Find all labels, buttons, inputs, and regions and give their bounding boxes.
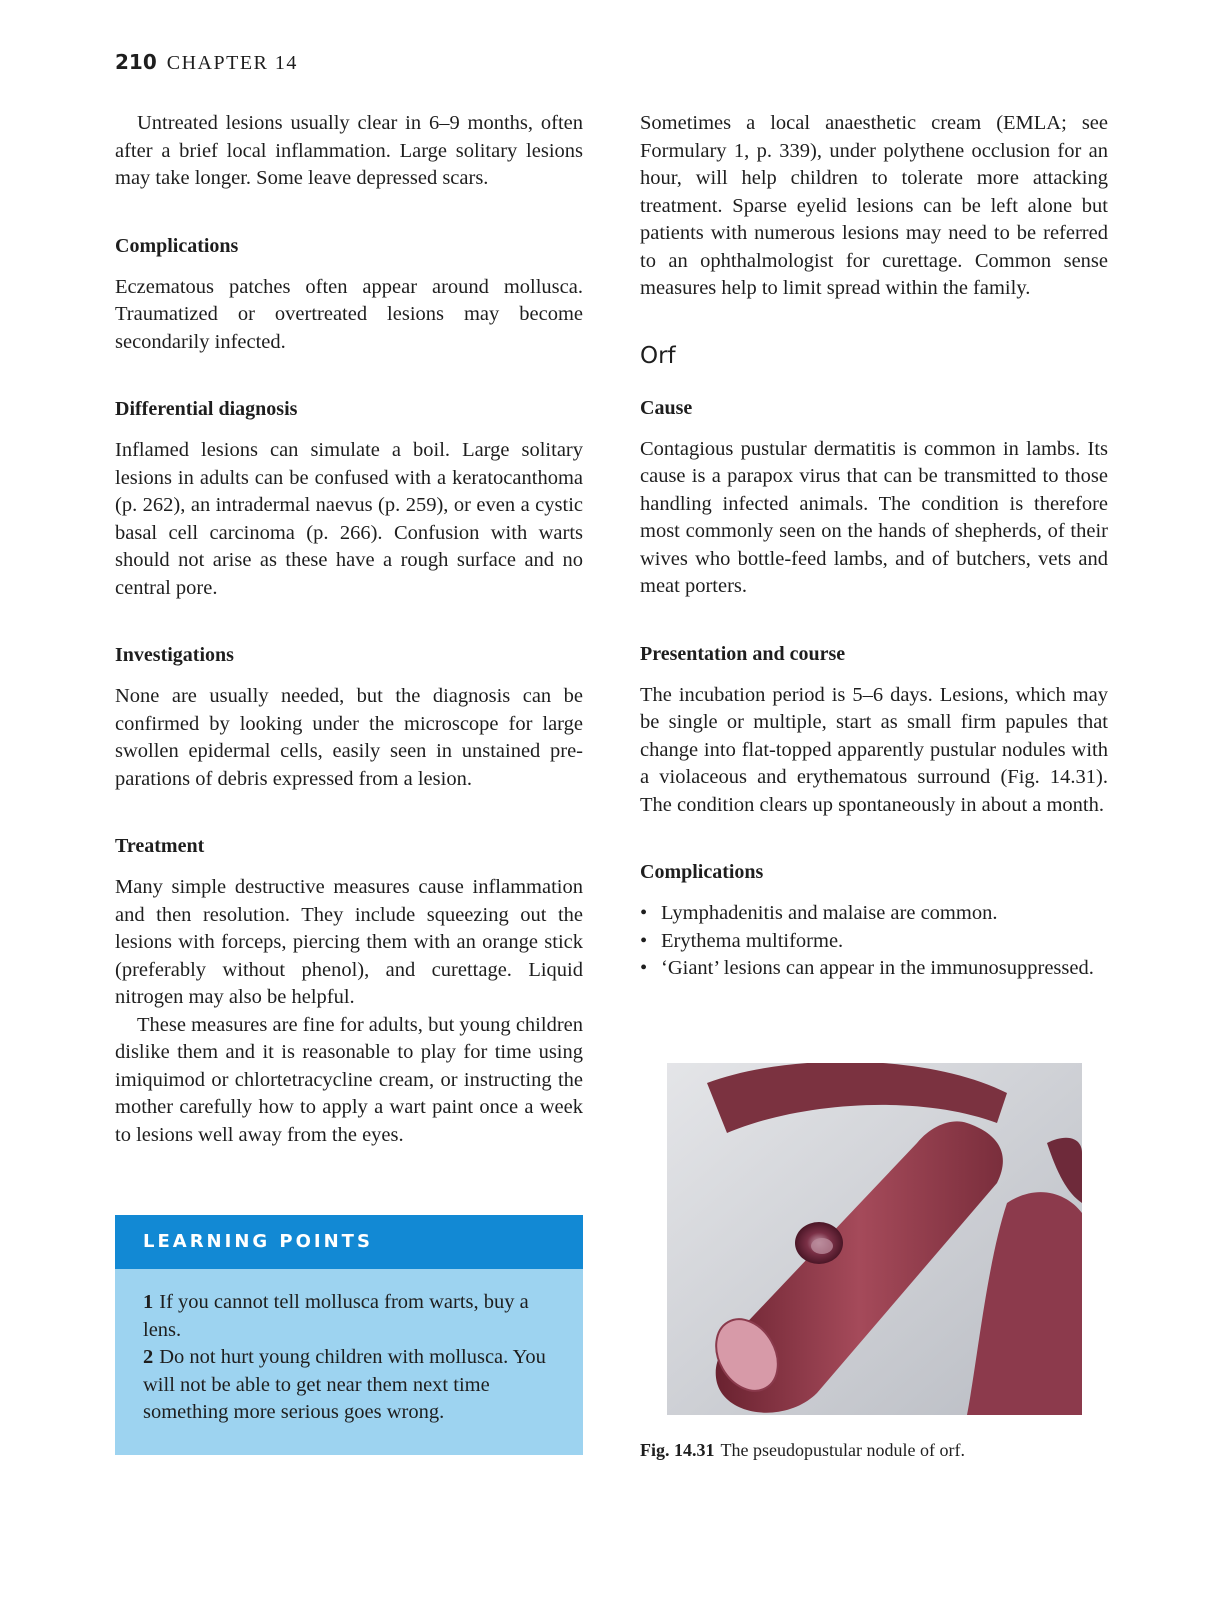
figure-label: Fig. 14.31 [640,1440,715,1460]
complications-paragraph: Eczematous patches often appear around mollusca. Traumatized or overtreated lesions may become secondarily infected. [115,275,583,353]
differential-diagnosis-paragraph: Inflamed lesions can simulate a boil. Large solitary lesions in adults can be confused with a keratocanthoma (p. 262), an intradermal naevus (p. 259), or even a cystic basal cell carcinoma (p. 266). Confusion with warts should not arise as these have a rough surface and no central pore. [115,439,583,599]
orf-nodule-photo [667,1063,1082,1415]
treatment-continued-paragraph: Sometimes a local anaesthetic cream (EMLA; see Formulary 1, p. 339), under polythene occlusion for an hour, will help children to tolerate more attacking treatment. Sparse eyelid lesions can be left alone but patients with numerous lesions may need to be referred to an ophthalmologist for curettage. Common sense measures help to limit spread within the family. [640,112,1108,299]
treatment-paragraph-1: Many simple destructive measures cause inflammation and then resolution. They include squeezing out the lesions with forceps, piercing them with an orange stick (preferably without phenol), and curettage. Liquid nitrogen may also be helpful. [115,876,583,1008]
learning-point-number: 2 [143,1346,154,1368]
learning-point-text: If you cannot tell mollusca from warts, buy a lens. [143,1291,529,1341]
differential-diagnosis-heading: Differential diagnosis [115,398,298,420]
list-item: • Lymphadenitis and malaise are common. [640,902,998,924]
list-item: • ‘Giant’ lesions can appear in the immunosuppressed. [640,957,1094,979]
learning-point-text: Do not hurt young children with mollusca. You will not be able to get near them next time something more serious goes wrong. [143,1346,546,1423]
figure-caption [640,1440,965,1461]
learning-points-title: LEARNING POINTS [115,1215,583,1269]
list-item: • Erythema multiforme. [640,929,844,952]
orf-complications-heading: Complications [640,861,764,883]
learning-points-box [115,1215,583,1455]
learning-point-2 [143,1344,555,1427]
presentation-heading: Presentation and course [640,642,846,665]
intro-paragraph: Untreated lesions usually clear in 6–9 months, often after a brief local inflammation. Large solitary lesions may take longer. Some leave depressed scars. [115,112,583,189]
treatment-paragraph-2: These measures are fine for adults, but young children dislike them and it is reasonable to play for time using imiquimod or chlortetracycline cream, or instructing the mother carefully how to apply a wart paint once a week to lesions well away from the eyes. [115,1013,583,1146]
cause-paragraph: Contagious pustular dermatitis is common in lambs. Its cause is a parapox virus that can be transmitted to those handling infected animals. The condition is therefore most commonly seen on the hands of shepherds, of their wives who bottle-feed lambs, and of butchers, vets and meat porters. [640,437,1108,597]
complications-heading: Complications [115,234,239,257]
running-head [115,50,298,75]
figure-caption-text: The pseudopustular nodule of orf. [720,1440,965,1460]
chapter-title: CHAPTER 14 [166,52,298,74]
presentation-paragraph: The incubation period is 5–6 days. Lesions, which may be single or multiple, start as small firm papules that change into flat-topped apparently pustular nodules with a violaceous and erythematous surround (Fig. 14.31). The condition clears up spontaneously in about a month. [640,683,1108,816]
left-column [115,110,583,1149]
treatment-heading: Treatment [115,835,205,857]
right-column [640,110,1108,983]
learning-point-number: 1 [143,1291,154,1313]
investigations-heading: Investigations [115,644,234,666]
finger-photo-illustration [667,1063,1082,1415]
learning-point-1 [143,1289,555,1344]
page-number: 210 [115,50,157,74]
investigations-paragraph: None are usually needed, but the diagnosis can be confirmed by looking under the microscope for large swollen epidermal cells, easily seen in unstained preparations of debris expressed from a lesion. [115,685,583,790]
complications-list [640,900,1108,983]
cause-heading: Cause [640,396,693,419]
orf-section-heading: Orf [640,342,676,369]
